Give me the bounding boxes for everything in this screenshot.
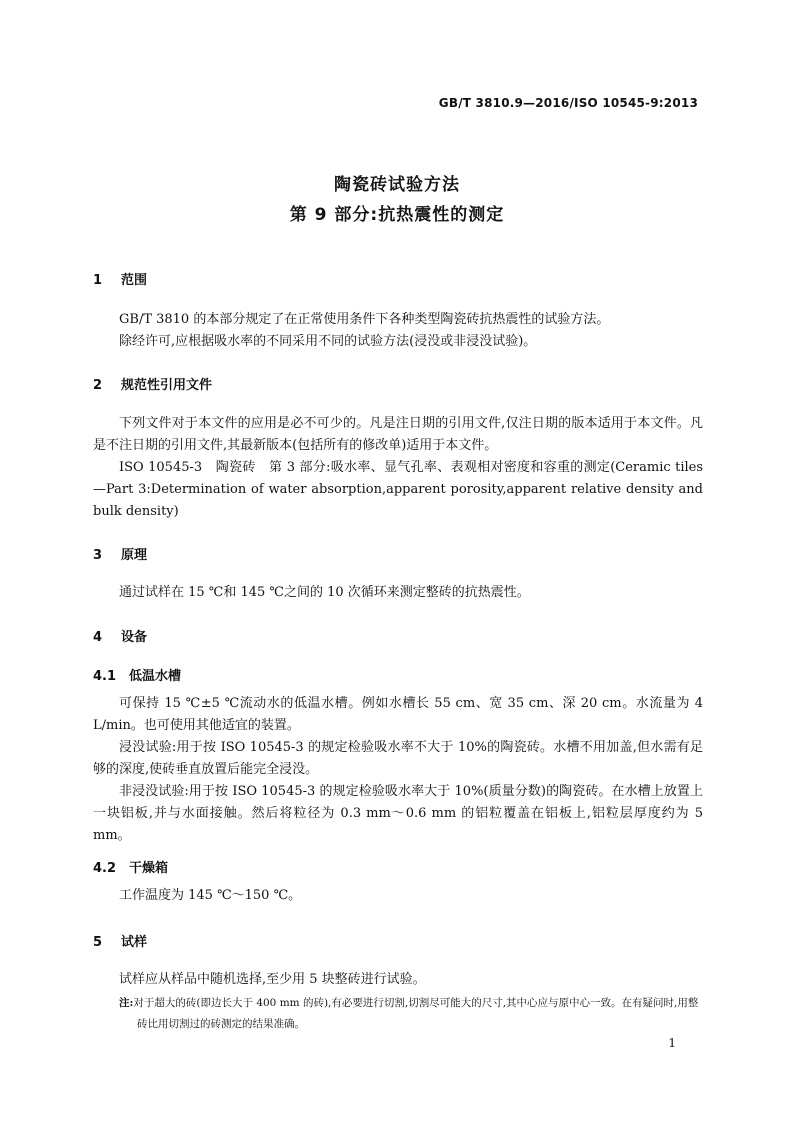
subsection-4-2-heading — [93, 857, 168, 876]
section-number: 3 — [93, 548, 103, 563]
section-2-heading — [93, 374, 212, 393]
subsection-number: 4.2 — [93, 861, 117, 876]
section-number: 2 — [93, 378, 103, 393]
section-4-heading — [93, 626, 147, 645]
reference-entry: ISO 10545-3 陶瓷砖 第 3 部分:吸水率、显气孔率、表观相对密度和容重的测定(Ceramic tiles—Part 3:Determination of water absorption,apparent porosity,apparent relative density and bulk density) — [93, 460, 703, 519]
section-number: 4 — [93, 630, 103, 645]
paragraph: 工作温度为 145 ℃～150 ℃。 — [119, 888, 302, 903]
section-title: 范围 — [121, 273, 148, 288]
subsection-title: 干燥箱 — [129, 861, 169, 876]
document-subtitle: 第 9 部分:抗热震性的测定 — [289, 205, 505, 225]
paragraph: GB/T 3810 的本部分规定了在正常使用条件下各种类型陶瓷砖抗热震性的试验方法。 — [119, 312, 610, 327]
section-title: 规范性引用文件 — [121, 378, 213, 393]
standard-code: GB/T 3810.9—2016/ISO 10545-9:2013 — [438, 96, 698, 110]
note-text: 对于超大的砖(即边长大于 400 mm 的砖),有必要进行切割,切割尽可能大的尺寸,其中心应与原中心一致。在有疑问时,用整砖比用切割过的砖测定的结果准确。 — [133, 997, 699, 1030]
paragraph: 试样应从样品中随机选择,至少用 5 块整砖进行试验。 — [119, 972, 426, 987]
subsection-number: 4.1 — [93, 669, 117, 684]
section-title: 设备 — [121, 630, 148, 645]
paragraph: 下列文件对于本文件的应用是必不可少的。凡是注日期的引用文件,仅注日期的版本适用于本文件。凡是不注日期的引用文件,其最新版本(包括所有的修改单)适用于本文件。 — [93, 416, 703, 453]
page-number: 1 — [668, 1036, 676, 1050]
paragraph: 可保持 15 ℃±5 ℃流动水的低温水槽。例如水槽长 55 cm、宽 35 cm、深 20 cm。水流量为 4 L/min。也可使用其他适宜的装置。 — [93, 696, 703, 733]
note-label: 注: — [119, 997, 134, 1009]
paragraph: 非浸没试验:用于按 ISO 10545-3 的规定检验吸水率大于 10%(质量分数)的陶瓷砖。在水槽上放置上一块铝板,并与水面接触。然后将粒径为 0.3 mm～0.6 mm 的铝粒覆盖在铝板上,铝粒层厚度约为 5 mm。 — [93, 784, 703, 843]
section-1-heading — [93, 269, 147, 288]
note — [119, 993, 703, 1035]
subsection-title: 低温水槽 — [129, 669, 182, 684]
section-title: 试样 — [121, 935, 148, 950]
section-3-heading — [93, 544, 147, 563]
section-number: 5 — [93, 935, 103, 950]
paragraph: 通过试样在 15 ℃和 145 ℃之间的 10 次循环来测定整砖的抗热震性。 — [119, 585, 530, 600]
section-number: 1 — [93, 273, 103, 288]
section-5-heading — [93, 931, 147, 950]
document-title: 陶瓷砖试验方法 — [334, 175, 460, 195]
subsection-4-1-heading — [93, 665, 181, 684]
paragraph: 除经许可,应根据吸水率的不同采用不同的试验方法(浸没或非浸没试验)。 — [119, 334, 537, 349]
section-title: 原理 — [121, 548, 148, 563]
paragraph: 浸没试验:用于按 ISO 10545-3 的规定检验吸水率不大于 10%的陶瓷砖。水槽不用加盖,但水需有足够的深度,使砖垂直放置后能完全浸没。 — [93, 740, 703, 777]
